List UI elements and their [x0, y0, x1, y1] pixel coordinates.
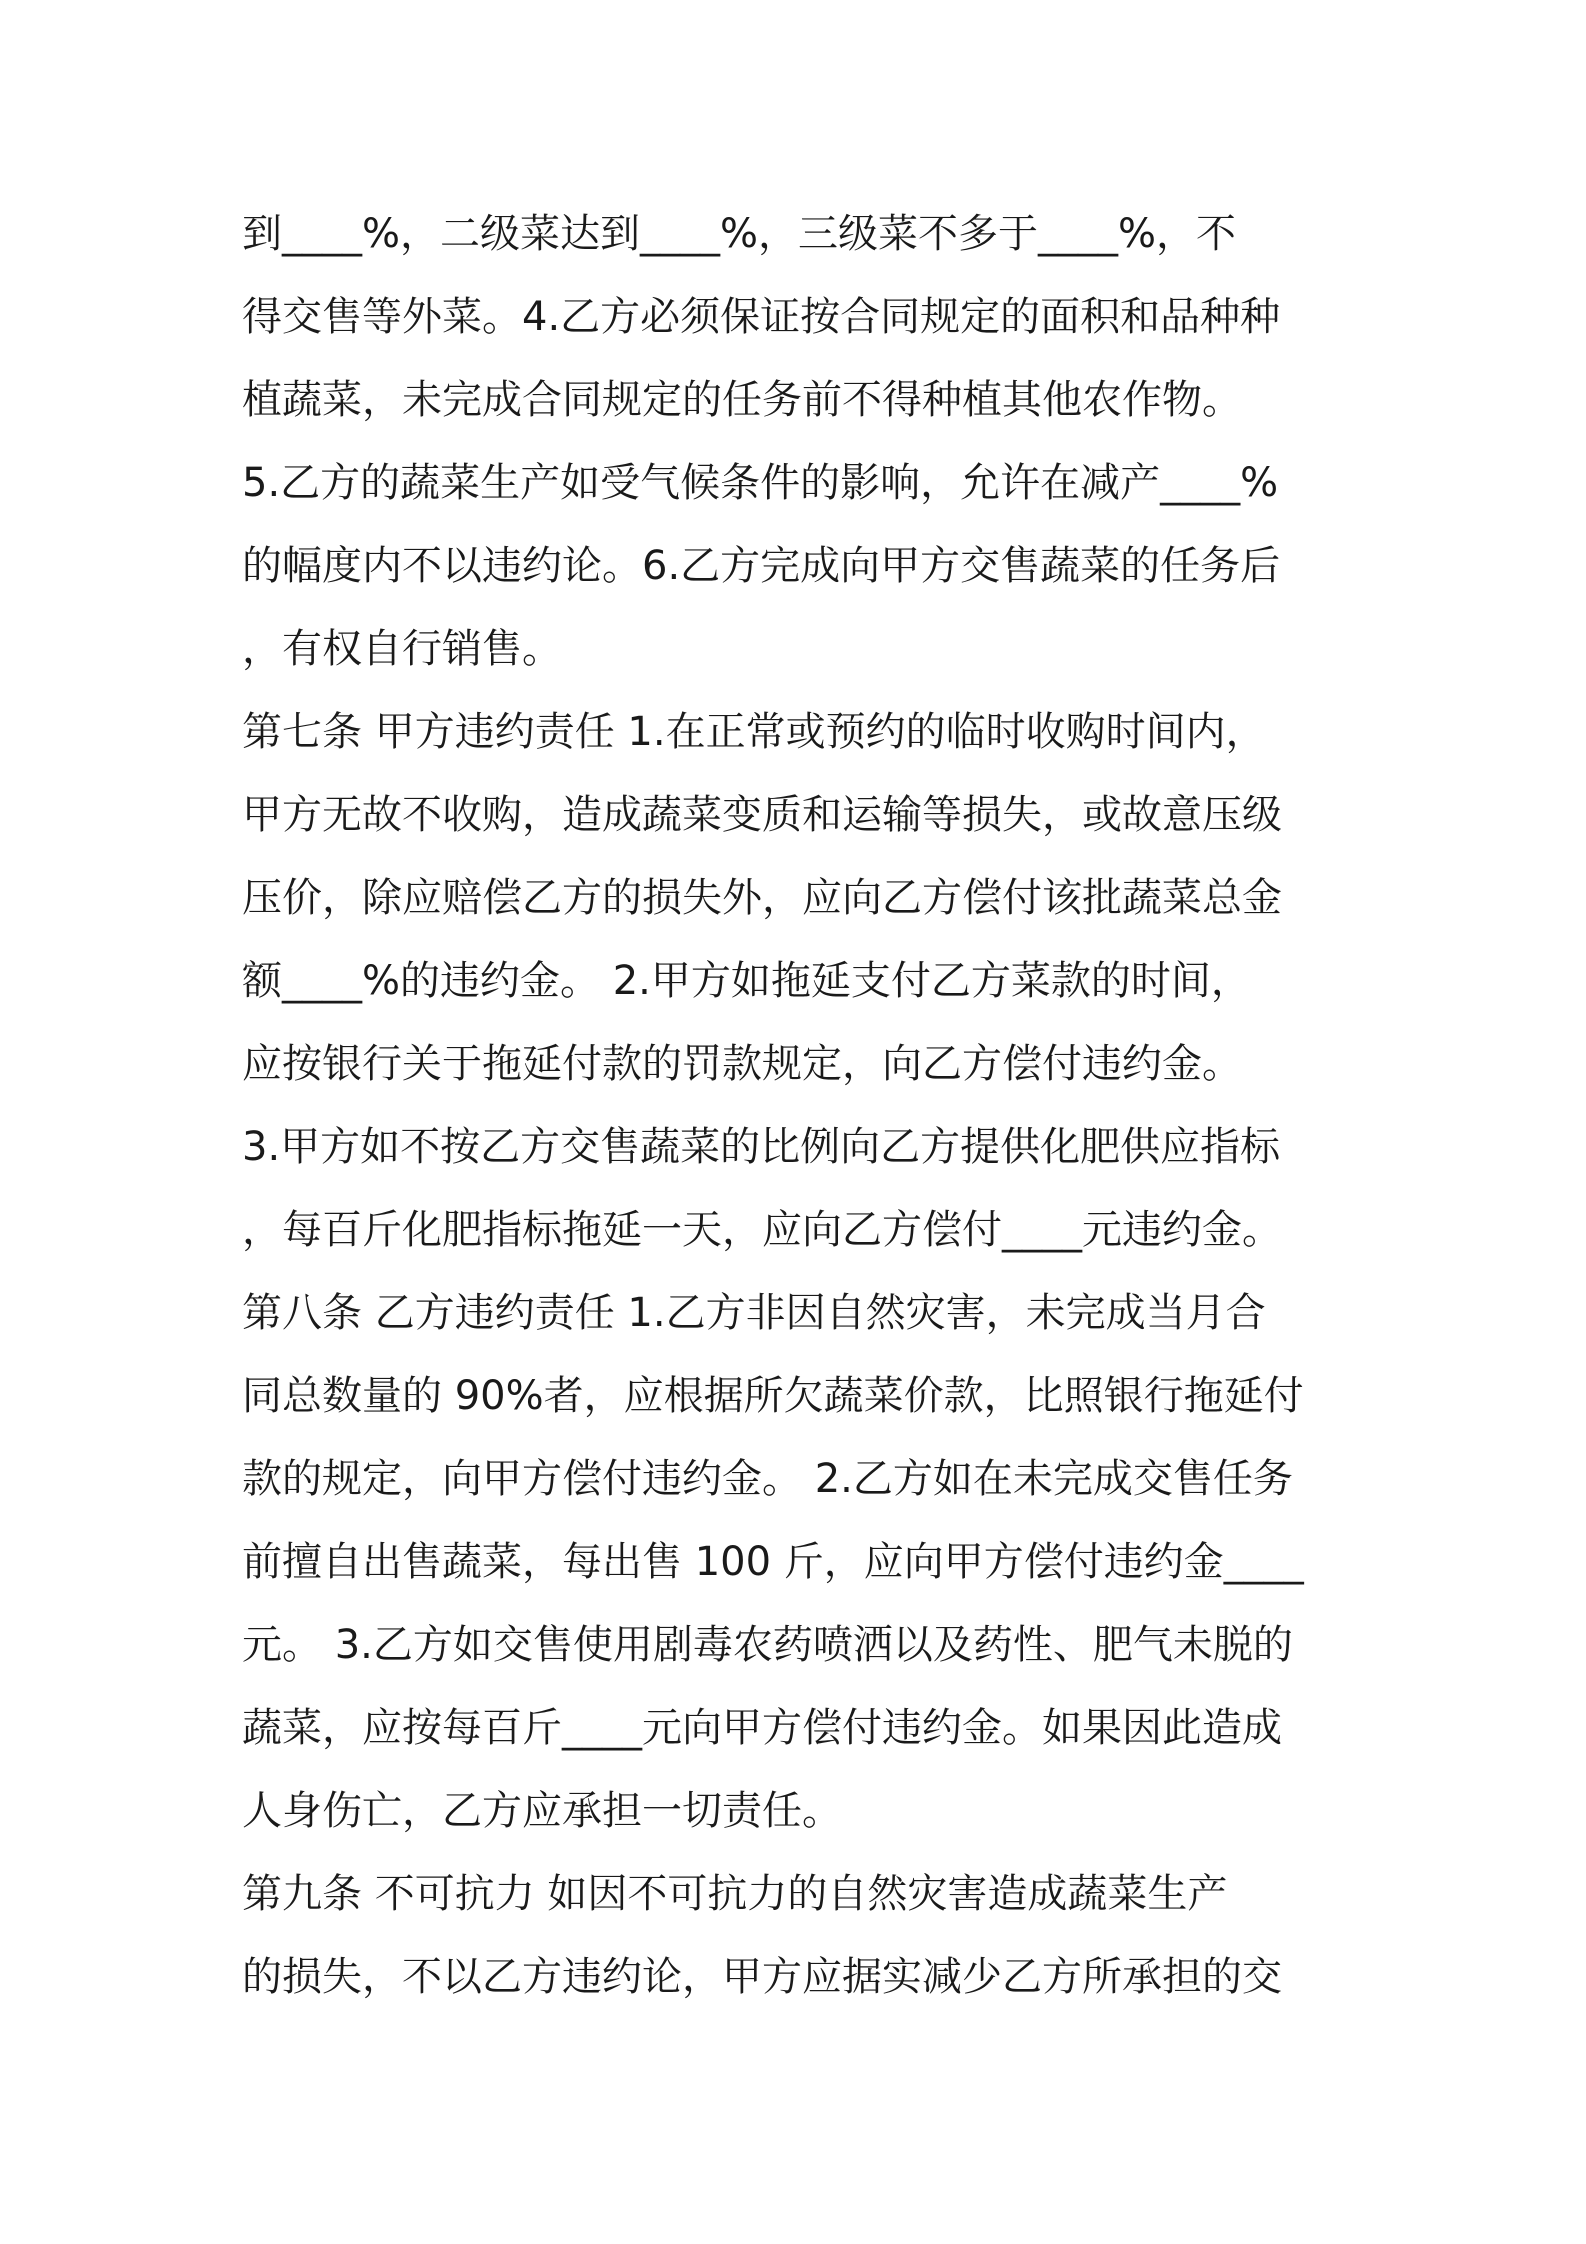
- text-line: 到____%，二级菜达到____%，三级菜不多于____%，不: [242, 211, 1237, 257]
- text-line: ，有权自行销售。: [242, 626, 562, 672]
- text-line: 得交售等外菜。4.乙方必须保证按合同规定的面积和品种种: [242, 294, 1281, 340]
- text-line: 同总数量的 90%者，应根据所欠蔬菜价款，比照银行拖延付: [242, 1373, 1304, 1419]
- text-line: 元。 3.乙方如交售使用剧毒农药喷洒以及药性、肥气未脱的: [242, 1622, 1293, 1668]
- text-line: 甲方无故不收购，造成蔬菜变质和运输等损失，或故意压级: [242, 792, 1282, 838]
- text-line: 5.乙方的蔬菜生产如受气候条件的影响，允许在减产____%: [242, 460, 1279, 506]
- text-line: 植蔬菜，未完成合同规定的任务前不得种植其他农作物。: [242, 377, 1242, 423]
- contract-body-text: [242, 193, 1362, 2019]
- text-line: 3.甲方如不按乙方交售蔬菜的比例向乙方提供化肥供应指标: [242, 1124, 1281, 1170]
- text-line: 蔬菜，应按每百斤____元向甲方偿付违约金。如果因此造成: [242, 1705, 1282, 1751]
- text-line: 的损失，不以乙方违约论，甲方应据实减少乙方所承担的交: [242, 1954, 1282, 2000]
- text-line: 压价，除应赔偿乙方的损失外，应向乙方偿付该批蔬菜总金: [242, 875, 1282, 921]
- text-line: ，每百斤化肥指标拖延一天，应向乙方偿付____元违约金。: [242, 1207, 1282, 1253]
- article-7-heading-line: 第七条 甲方违约责任 1.在正常或预约的临时收购时间内，: [242, 709, 1266, 755]
- article-8-heading-line: 第八条 乙方违约责任 1.乙方非因自然灾害，未完成当月合: [242, 1290, 1266, 1336]
- text-line: 前擅自出售蔬菜，每出售 100 斤，应向甲方偿付违约金____: [242, 1539, 1304, 1585]
- text-line: 款的规定，向甲方偿付违约金。 2.乙方如在未完成交售任务: [242, 1456, 1293, 1502]
- text-line: 的幅度内不以违约论。6.乙方完成向甲方交售蔬菜的任务后: [242, 543, 1281, 589]
- text-line: 应按银行关于拖延付款的罚款规定，向乙方偿付违约金。: [242, 1041, 1242, 1087]
- text-line: 人身伤亡，乙方应承担一切责任。: [242, 1788, 842, 1834]
- article-9-heading-line: 第九条 不可抗力 如因不可抗力的自然灾害造成蔬菜生产: [242, 1871, 1228, 1917]
- text-line: 额____%的违约金。 2.甲方如拖延支付乙方菜款的时间，: [242, 958, 1251, 1004]
